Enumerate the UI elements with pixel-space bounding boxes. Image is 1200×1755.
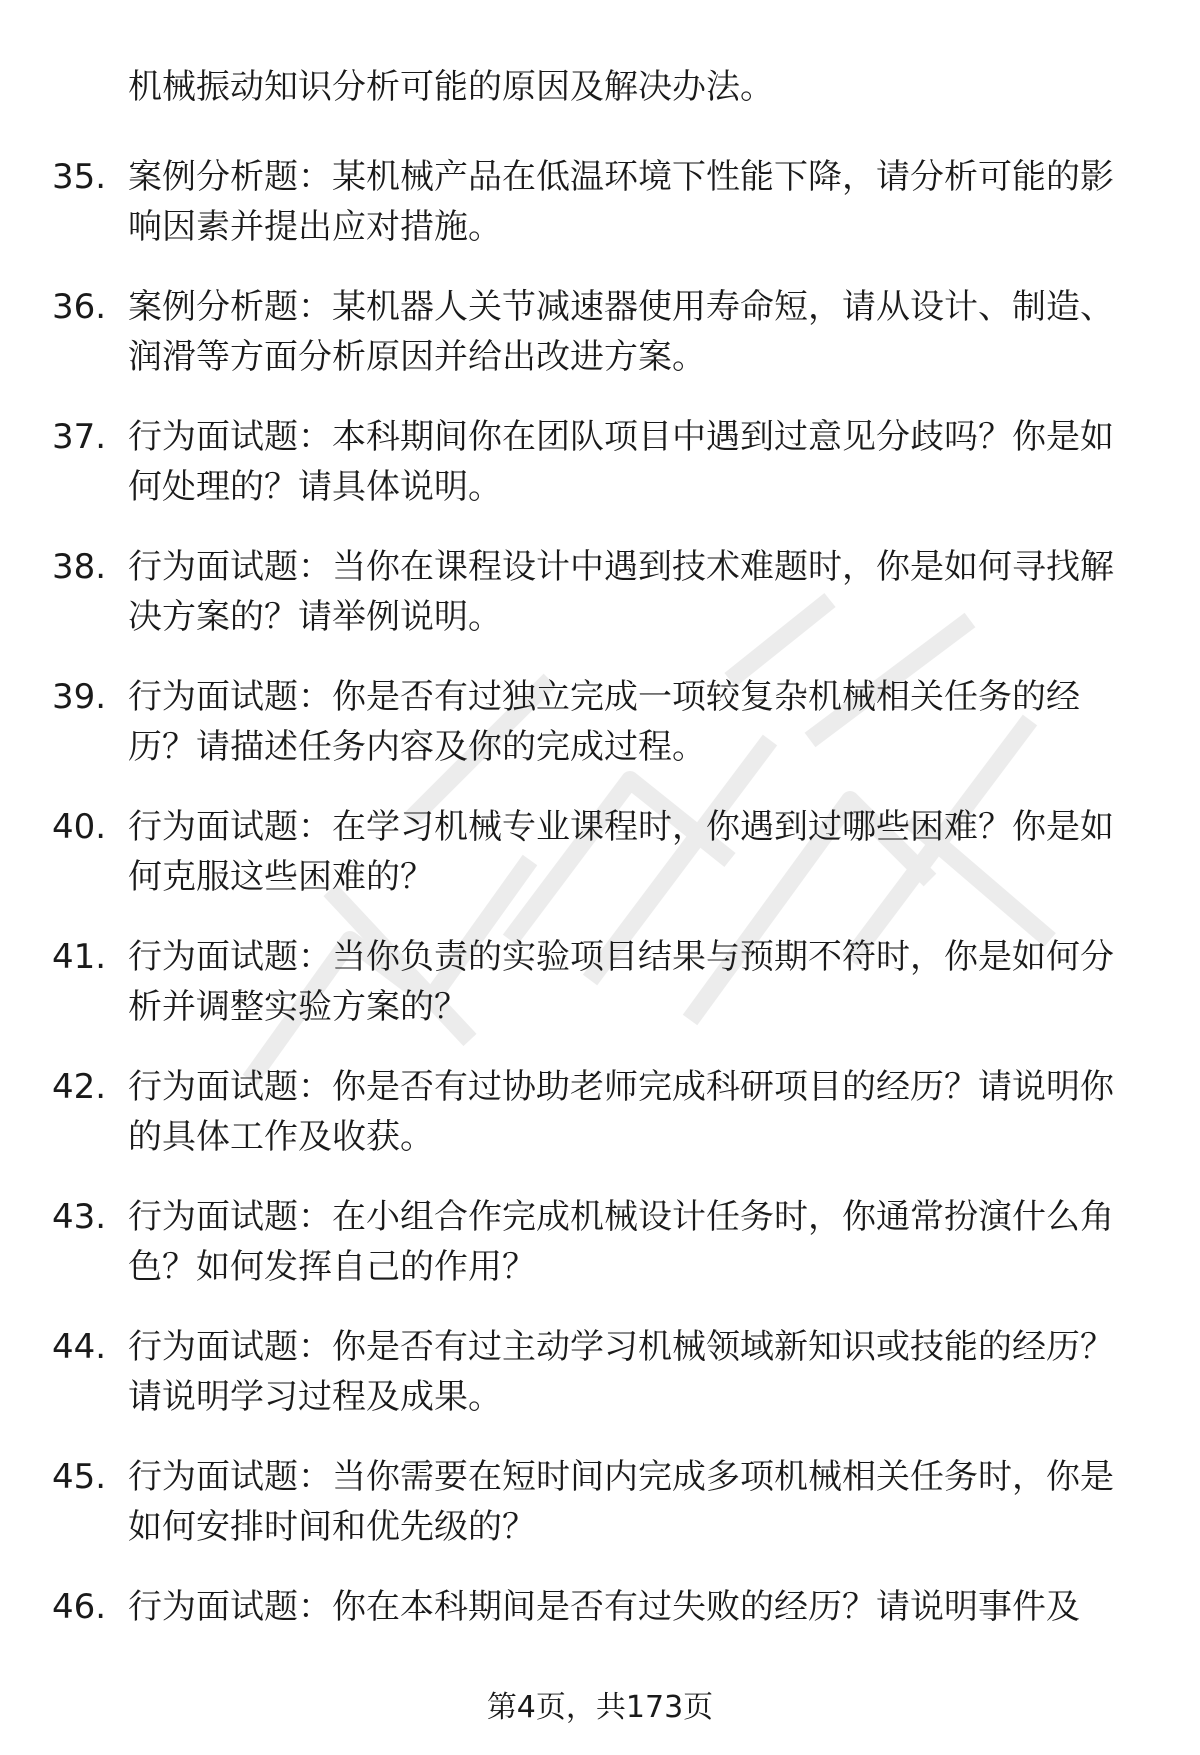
question-item	[0, 412, 1200, 542]
question-text: 行为面试题：本科期间你在团队项目中遇到过意见分歧吗？你是如何处理的？请具体说明。	[128, 417, 1114, 507]
question-item	[0, 1192, 1200, 1322]
question-text: 行为面试题：当你在课程设计中遇到技术难题时，你是如何寻找解决方案的？请举例说明。	[128, 547, 1114, 637]
question-item	[0, 542, 1200, 672]
question-number: 40.	[52, 807, 107, 847]
question-text: 行为面试题：你是否有过独立完成一项较复杂机械相关任务的经历？请描述任务内容及你的完成过程。	[128, 677, 1080, 767]
question-list	[0, 152, 1200, 1712]
question-item	[0, 1322, 1200, 1452]
question-item	[0, 1062, 1200, 1192]
page-footer: 第4页，共173页	[486, 1690, 714, 1725]
question-item	[0, 932, 1200, 1062]
question-number: 46.	[52, 1587, 107, 1627]
question-text: 案例分析题：某机器人关节减速器使用寿命短，请从设计、制造、润滑等方面分析原因并给出改进方案。	[128, 287, 1114, 377]
question-number: 45.	[52, 1457, 107, 1497]
question-number: 35.	[52, 157, 107, 197]
question-number: 44.	[52, 1327, 107, 1367]
question-number: 41.	[52, 937, 107, 977]
question-text: 行为面试题：当你需要在短时间内完成多项机械相关任务时，你是如何安排时间和优先级的？	[128, 1457, 1114, 1547]
question-text: 行为面试题：在小组合作完成机械设计任务时，你通常扮演什么角色？如何发挥自己的作用？	[128, 1197, 1114, 1287]
question-text: 行为面试题：你在本科期间是否有过失败的经历？请说明事件及	[128, 1587, 1080, 1627]
question-number: 38.	[52, 547, 107, 587]
question-text: 行为面试题：你是否有过协助老师完成科研项目的经历？请说明你的具体工作及收获。	[128, 1067, 1114, 1157]
question-text: 行为面试题：你是否有过主动学习机械领域新知识或技能的经历？请说明学习过程及成果。	[128, 1327, 1114, 1417]
question-number: 43.	[52, 1197, 107, 1237]
question-text: 行为面试题：在学习机械专业课程时，你遇到过哪些困难？你是如何克服这些困难的？	[128, 807, 1114, 897]
question-number: 36.	[52, 287, 107, 327]
question-item	[0, 802, 1200, 932]
question-item	[0, 282, 1200, 412]
question-item	[0, 1452, 1200, 1582]
question-number: 39.	[52, 677, 107, 717]
question-number: 37.	[52, 417, 107, 457]
question-text: 行为面试题：当你负责的实验项目结果与预期不符时，你是如何分析并调整实验方案的？	[128, 937, 1114, 1027]
question-number: 42.	[52, 1067, 107, 1107]
question-item	[0, 672, 1200, 802]
continuation-text: 机械振动知识分析可能的原因及解决办法。	[128, 67, 774, 107]
question-text: 案例分析题：某机械产品在低温环境下性能下降，请分析可能的影响因素并提出应对措施。	[128, 157, 1114, 247]
question-item	[0, 152, 1200, 282]
